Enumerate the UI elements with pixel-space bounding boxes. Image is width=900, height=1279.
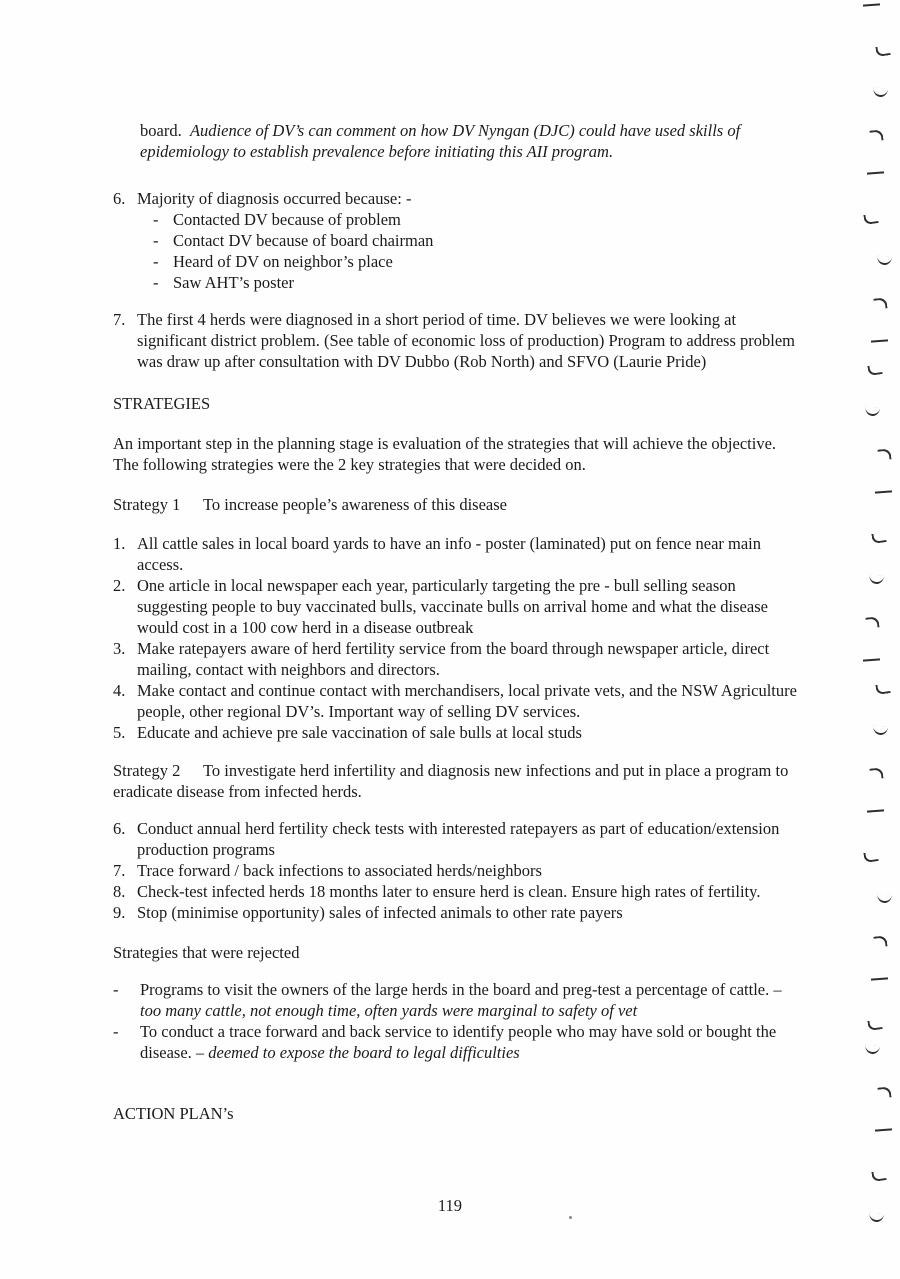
item-text: Educate and achieve pre sale vaccination of sale bulls at local studs [137,723,582,742]
rejected-item-text [140,979,805,1021]
rejected-note-italic: – too many cattle, not enough time, often yards were marginal to safety of vet [140,980,782,1020]
item-text: All cattle sales in local board yards to have an info - poster (laminated) put on fence near main access. [137,534,762,574]
item-text: Majority of diagnosis occurred because: - [137,189,412,208]
binding-mark-icon [863,213,878,225]
binding-mark-icon [877,448,891,460]
binding-mark-icon [877,894,892,904]
binding-mark-icon [863,658,880,661]
intro-italic-note: Audience of DV’s can comment on how DV Nyngan (DJC) could have used skills of epidemiology to establish prevalence before initiating this AII program. [140,121,741,161]
binding-mark-icon [869,129,883,141]
binding-mark-icon [873,935,887,947]
binding-mark-icon [875,490,892,493]
rejected-note-italic: – deemed to expose the board to legal difficulties [195,1043,520,1062]
binding-mark-icon [867,364,882,376]
document-content [113,120,805,1124]
item-text: Trace forward / back infections to associated herds/neighbors [137,861,542,880]
page-number: 119 [437,1196,463,1215]
binding-mark-icon [865,616,879,628]
strategies-heading: STRATEGIES [113,394,211,413]
sub-list-item [153,251,805,272]
item-text: The first 4 herds were diagnosed in a short period of time. DV believes we were looking at significant district problem. (See table of economic loss of production) Program to address problem was draw up after consultation with DV Dubbo (Rob North) and SFVO (Laurie Pride) [137,310,796,371]
binding-mark-icon [877,1086,891,1098]
item-number: 3. [113,639,126,658]
item-number: 5. [113,723,126,742]
item-text: Conduct annual herd fertility check tests with interested ratepayers as part of education/extension production programs [137,819,780,859]
binding-mark-icon [865,407,880,417]
rejected-item [113,1021,805,1063]
list-item [113,575,805,638]
binding-mark-icon [873,88,888,98]
item-number: 7. [113,861,126,880]
binding-mark-icon [871,532,886,544]
list-item [113,680,805,722]
strategy-1-title: To increase people’s awareness of this disease [203,495,507,514]
dash-bullet: - [113,1022,119,1041]
item-number: 2. [113,576,126,595]
sub-list-item [153,209,805,230]
list-item [113,818,805,860]
binding-mark-icon [863,851,878,863]
dash-bullet: - [153,273,159,292]
list-item [113,902,805,923]
rejected-item-text [140,1021,805,1063]
item-text: One article in local newspaper each year, particularly targeting the pre - bull selling season suggesting people to buy vaccinated bulls, vaccinate bulls on arrival home and what the disease would cost in a 100 cow herd in a disease outbreak [137,576,768,637]
list-item [113,860,805,881]
sub-item-text: Saw AHT’s poster [173,273,294,292]
item-number: 1. [113,534,126,553]
strategy-1-list [113,533,805,743]
binding-mark-icon [871,977,888,980]
binding-mark-icon [869,767,883,779]
binding-mark-icon [875,683,890,695]
binding-mark-icon [877,256,892,266]
item-number: 9. [113,903,126,922]
item-number: 8. [113,882,126,901]
dash-bullet: - [153,252,159,271]
sub-list-item [153,230,805,251]
strategy-2-line [113,760,805,802]
numbered-item-7 [113,309,805,372]
sub-list-item [153,272,805,293]
dash-bullet: - [153,231,159,250]
binding-mark-icon [871,1170,886,1182]
item-text: Check-test infected herds 18 months later to ensure herd is clean. Ensure high rates of fertility. [137,882,761,901]
strategy-1-line [113,494,805,515]
sub-item-text: Contacted DV because of problem [173,210,401,229]
binding-mark-icon [873,726,888,736]
list-item [113,638,805,680]
binding-mark-icon [867,171,884,174]
dash-bullet: - [153,210,159,229]
action-plans-heading: ACTION PLAN’s [113,1104,234,1123]
item-6-sublist [153,209,805,293]
binding-mark-icon [875,1128,892,1131]
strategy-2-list [113,818,805,923]
scan-speck-artifact [569,1216,572,1219]
binding-mark-icon [869,575,884,585]
item-6-line [113,188,805,209]
binding-marks [855,0,900,1279]
item-text: Make contact and continue contact with merchandisers, local private vets, and the NSW Agriculture people, other regional DV’s. Important way of selling DV services. [137,681,797,721]
list-item [113,722,805,743]
binding-mark-icon [871,339,888,342]
sub-item-text: Contact DV because of board chairman [173,231,434,250]
sub-item-text: Heard of DV on neighbor’s place [173,252,393,271]
rejected-text: Programs to visit the owners of the large herds in the board and preg-test a percentage of cattle. [140,980,774,999]
list-item [113,881,805,902]
strategies-intro-paragraph: An important step in the planning stage is evaluation of the strategies that will achieve the objective. The following strategies were the 2 key strategies that were decided on. [113,434,777,474]
binding-mark-icon [867,809,884,812]
binding-mark-icon [875,45,890,57]
rejected-strategies-list [113,979,805,1063]
binding-mark-icon [873,297,887,309]
rejected-text: To conduct a trace forward and back service to identify people who may have sold or bought the disease. [140,1022,777,1062]
strategy-2-label: Strategy 2 [113,761,181,780]
strategy-1-label: Strategy 1 [113,495,181,514]
binding-mark-icon [863,3,880,6]
item-text: Make ratepayers aware of herd fertility service from the board through newspaper article, direct mailing, contact with neighbors and directors. [137,639,770,679]
item-text: Stop (minimise opportunity) sales of infected animals to other rate payers [137,903,623,922]
dash-bullet: - [113,980,119,999]
numbered-item-6 [113,188,805,293]
item-number: 6. [113,819,126,838]
list-item [113,533,805,575]
binding-mark-icon [867,1019,882,1031]
intro-lead: board. [140,121,182,140]
item-number: 6. [113,189,126,208]
intro-paragraph [140,120,805,162]
rejected-strategies-heading: Strategies that were rejected [113,943,300,962]
binding-mark-icon [865,1045,880,1055]
item-number: 7. [113,310,126,329]
rejected-item [113,979,805,1021]
strategy-2-title: To investigate herd infertility and diagnosis new infections and put in place a program to eradicate disease from infected herds. [113,761,789,801]
item-number: 4. [113,681,126,700]
